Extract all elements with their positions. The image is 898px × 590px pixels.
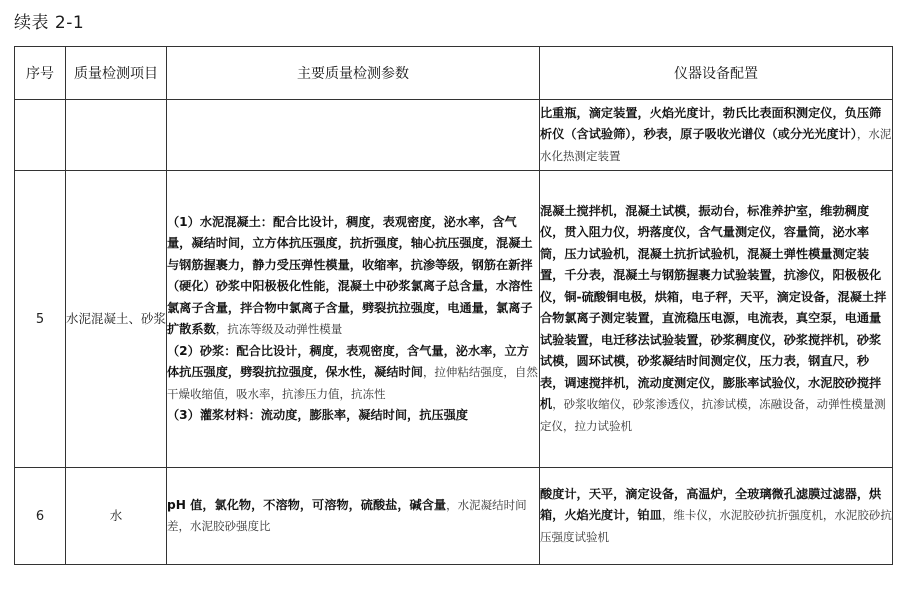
row-item: 水 [66,468,167,565]
text-bold-segment: 酸度计，天平，滴定设备，高温炉，全玻璃微孔滤膜过滤器，烘箱，火焰光度计，铂皿 [540,486,882,523]
row-index: 6 [15,468,66,565]
text-bold-segment: （2）砂浆：配合比设计，稠度，表观密度，含气量，泌水率，立方体抗压强度，劈裂抗拉强度，保水性，凝结时间 [167,343,529,379]
header-row [15,47,893,100]
text-light-segment: ，水泥凝结时间差，水泥胶砂强度比 [167,497,527,533]
row-item [66,100,167,171]
text-bold-segment: （1）水泥混凝土：配合比设计，稠度，表观密度，泌水率，含气量，凝结时间，立方体抗压强度，抗折强度，轴心抗压强度，混凝土与钢筋握裹力，静力受压弹性模量，收缩率，抗渗等级，钢筋在新拌（硬化）砂浆中阳极极化性能，混凝土中砂浆氯离子总含量，水溶性氯离子含量，拌合物中氯离子含量，劈裂抗拉强度，电通量，氯离子扩散系数 [167,214,533,336]
text-light-segment: ，砂浆收缩仪，砂浆渗透仪，抗渗试模，冻融设备，动弹性模量测定仪，拉力试验机 [540,397,886,433]
table-row [15,171,893,468]
header-equipment: 仪器设备配置 [540,47,893,100]
quality-test-table [14,46,893,565]
text-bold-segment: pH 值，氯化物，不溶物，可溶物，硫酸盐，碱含量 [167,497,447,512]
row-equipment [540,100,893,171]
row-equipment [540,468,893,565]
table-row [15,100,893,171]
header-params: 主要质量检测参数 [167,47,540,100]
text-bold-segment: 比重瓶，滴定装置，火焰光度计，勃氏比表面积测定仪，负压筛析仪（含试验筛），秒表，原子吸收光谱仪（或分光光度计） [540,105,882,142]
text-light-segment: ，维卡仪，水泥胶砂抗折强度机，水泥胶砂抗压强度试验机 [540,508,892,544]
text-bold-segment: （3）灌浆材料：流动度，膨胀率，凝结时间，抗压强度 [167,408,468,422]
row-params [167,100,540,171]
row-params [167,468,540,565]
row-index [15,100,66,171]
header-index: 序号 [15,47,66,100]
row-item: 水泥混凝土、砂浆 [66,171,167,468]
text-bold-segment: 混凝土搅拌机，混凝土试模，振动台，标准养护室，维勃稠度仪，贯入阻力仪，坍落度仪，含气量测定仪，容量筒，泌水率筒，压力试验机，混凝土抗折试验机，混凝土弹性模量测定装置，千分表，混凝土与钢筋握裹力试验装置，抗渗仪，阳极极化仪，铜-硫酸铜电极，烘箱，电子秤，天平，滴定设备，混凝土拌合物氯离子测定装置，直流稳压电源，电流表，真空泵，电通量试验装置，电迁移法试验装置，砂浆稠度仪，砂浆搅拌机，砂浆试模，圆环试模，砂浆凝结时间测定仪，压力表，钢直尺，秒表，调速搅拌机，流动度测定仪，膨胀率试验仪，水泥胶砂搅拌机 [540,203,887,412]
text-light-segment: ，水泥水化热测定装置 [540,127,892,163]
row-params [167,171,540,468]
table-row [15,468,893,565]
text-light-segment: ，抗冻等级及动弹性模量 [215,322,343,336]
text-light-segment: ，拉伸粘结强度，自然干燥收缩值，吸水率，抗渗压力值，抗冻性 [167,365,538,401]
header-item: 质量检测项目 [66,47,167,100]
row-index: 5 [15,171,66,468]
table-title: 续表 2-1 [14,13,85,33]
row-equipment [540,171,893,468]
